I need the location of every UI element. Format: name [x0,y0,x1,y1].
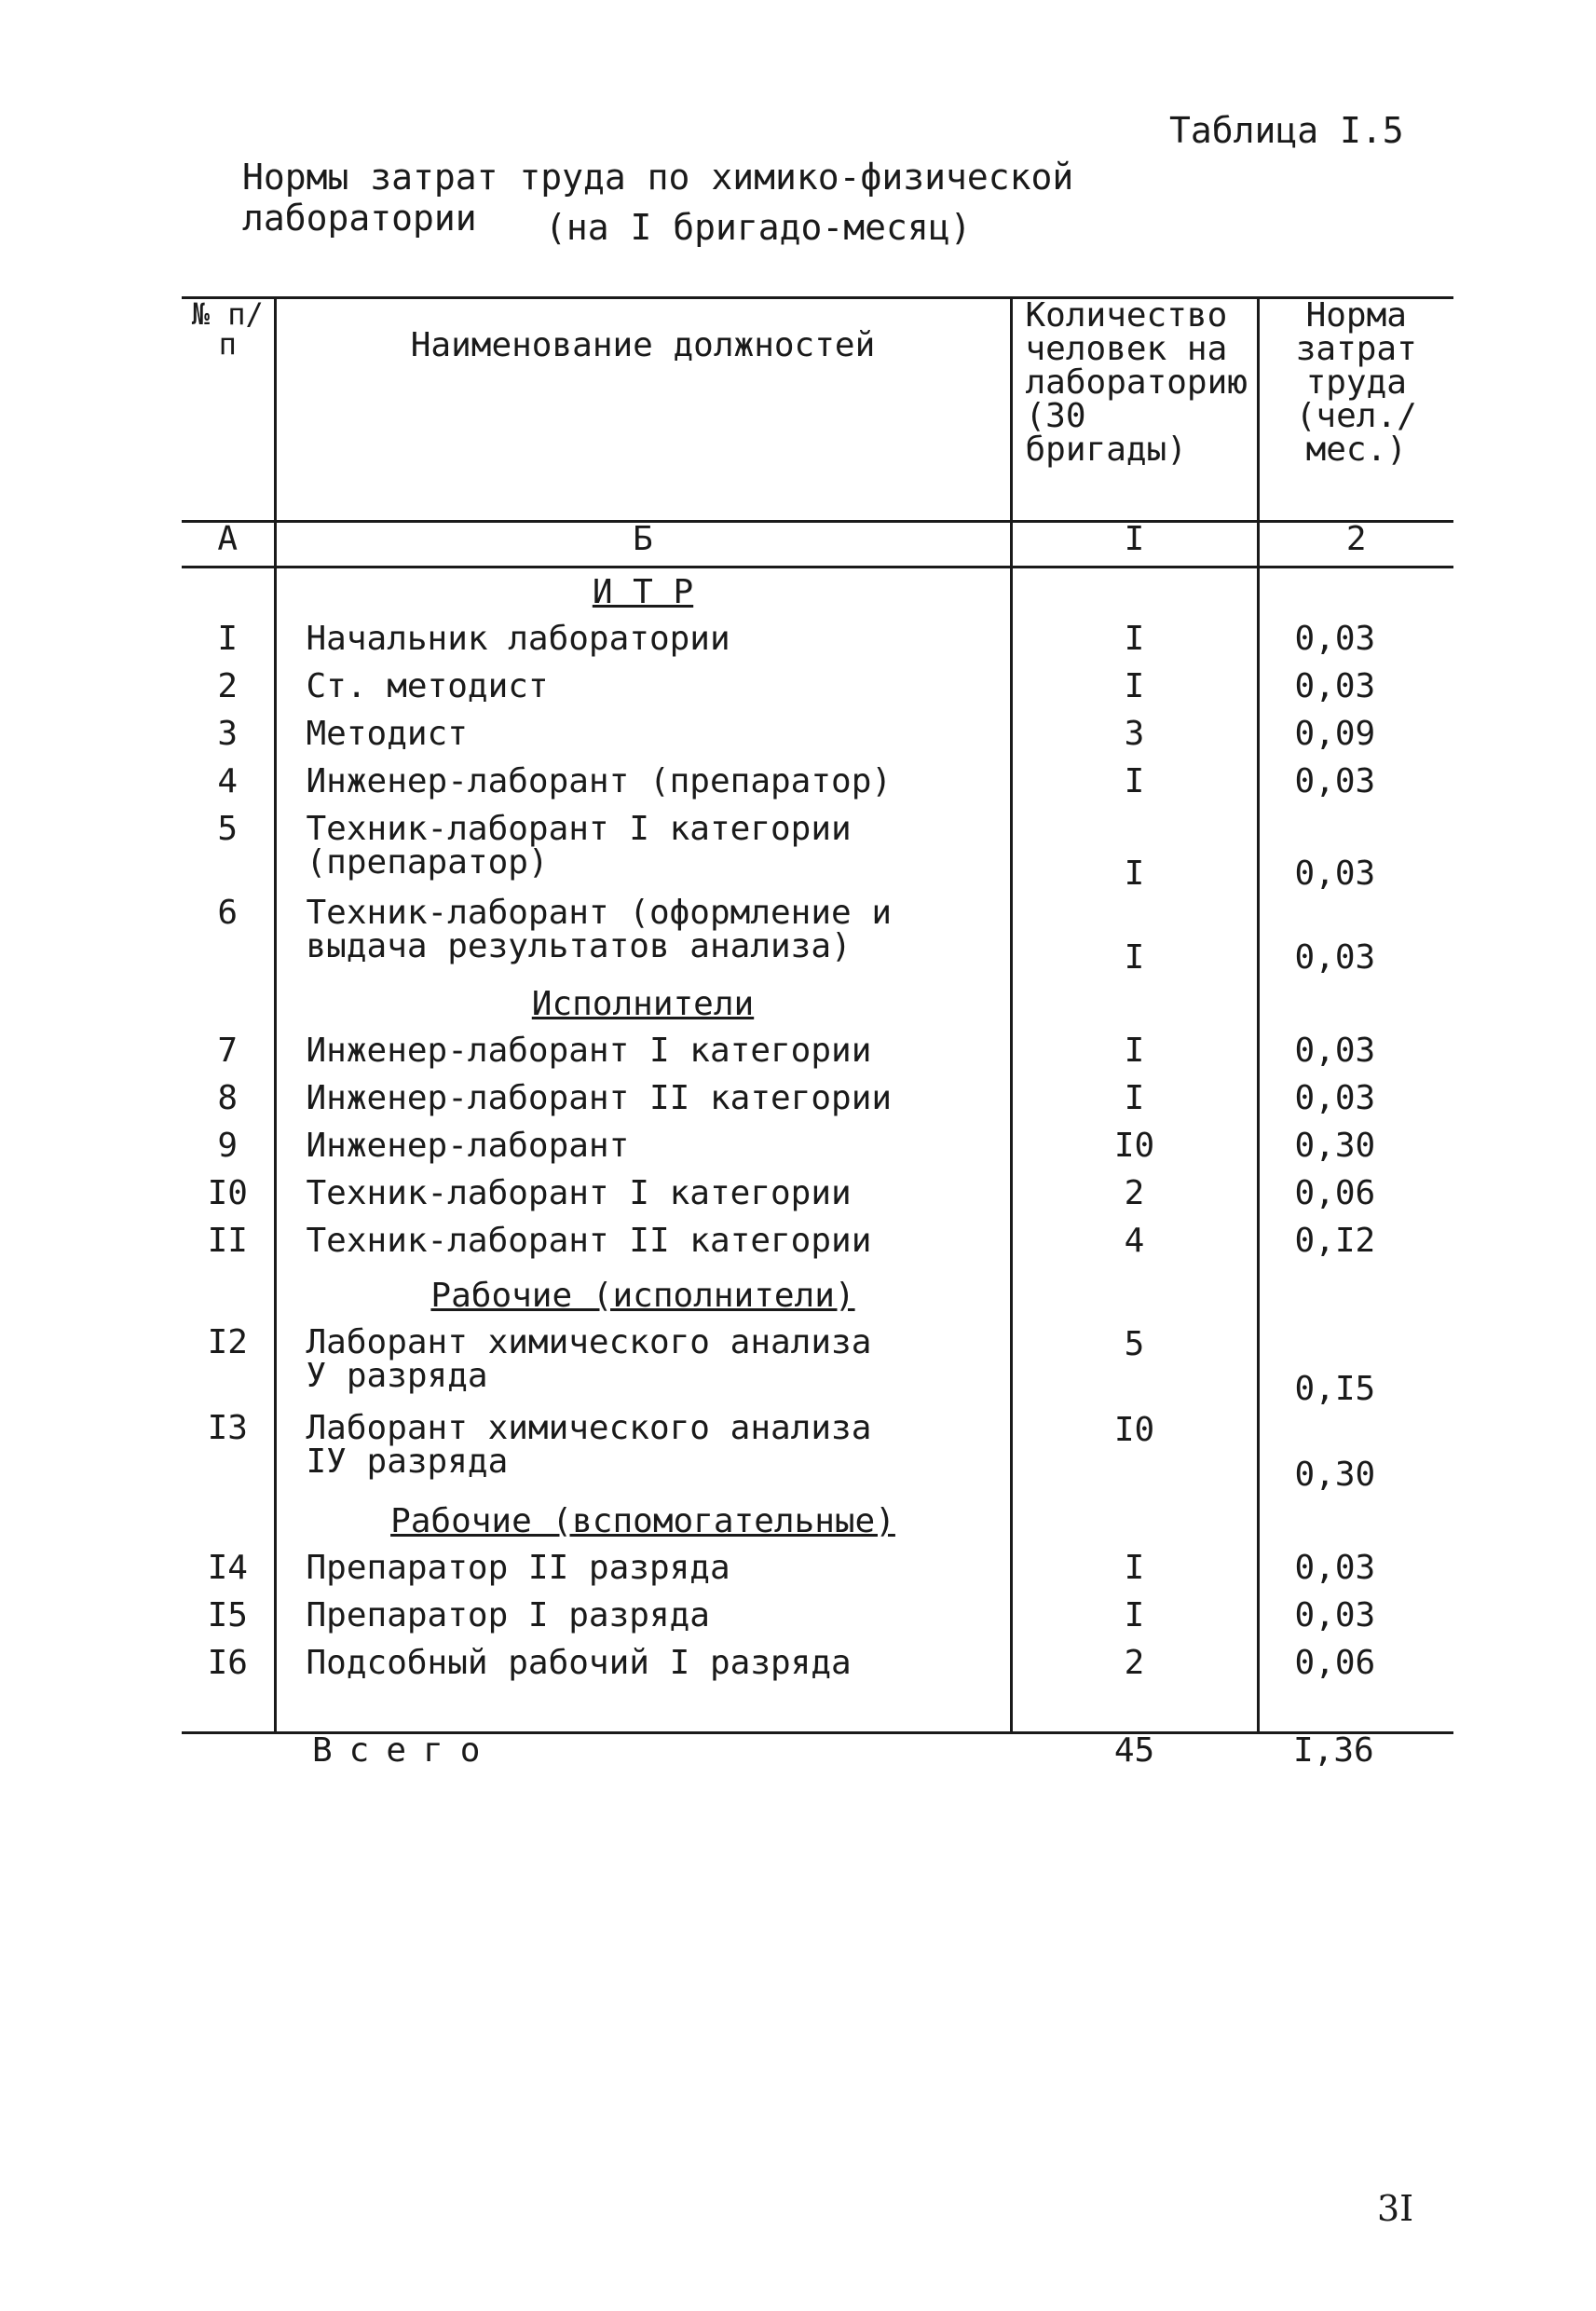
total-label: Всего [275,1733,1011,1804]
position-name: Препаратор II разряда [306,1549,730,1587]
row-number: II [207,1222,248,1260]
section-norm-cell [1258,1497,1453,1552]
column-code-1: I [1011,522,1258,567]
row-number: I2 [207,1323,248,1361]
section-qty-cell [1011,1497,1258,1552]
position-name: Инженер-лаборант [306,1127,630,1165]
total-labor-norm: I,36 [1258,1733,1453,1804]
position-name: Инженер-лаборант II категории [306,1079,893,1117]
row-number: I3 [207,1409,248,1447]
total-row [182,1733,1453,1804]
position-name-cell [275,1224,1011,1272]
staff-quantity: I [1011,1034,1258,1082]
position-name-cell [275,667,1011,718]
position-name-cell [275,715,1011,765]
position-name: Техник-лаборант I категории [306,810,852,848]
staff-quantity: 2 [1011,1177,1258,1224]
labor-norm: 0,30 [1258,1412,1453,1497]
position-name: Подсобный рабочий I разряда [306,1644,852,1682]
row-number: 2 [217,667,239,705]
section-title: И Т Р [275,567,1011,623]
position-name-continued: (препаратор) [306,843,549,882]
header-quantity: Количество человек на лабораторию (30 бригады) [1011,298,1258,522]
position-name-cell [275,1129,1011,1177]
position-name: Ст. методист [306,667,549,705]
labor-norm: 0,03 [1258,622,1453,670]
row-number: I4 [207,1549,248,1587]
table-row [182,896,1453,980]
spacer-row [182,1694,1453,1733]
table-row [182,718,1453,765]
document-subtitle: (на I бригадо-месяц) [545,207,972,248]
header-labor-norm: Норма затрат труда (чел./мес.) [1258,298,1453,522]
position-name-cell [275,1079,1011,1129]
position-name-cell [275,1323,1011,1412]
labor-norm: 0,03 [1258,896,1453,980]
position-name: Препаратор I разряда [306,1596,710,1634]
position-name-cell [275,1644,1011,1694]
labor-norm: 0,09 [1258,718,1453,765]
labor-norm: 0,I2 [1258,1224,1453,1272]
labor-norm: 0,03 [1258,1599,1453,1647]
row-number: I0 [207,1174,248,1212]
staff-quantity: 3 [1011,718,1258,765]
section-title: Рабочие (исполнители) [275,1272,1011,1326]
table-row [182,1412,1453,1497]
staff-quantity: I [1011,896,1258,980]
header-number: № п/п [182,298,275,522]
header-position-name: Наименование должностей [275,298,1011,522]
table-row [182,1177,1453,1224]
position-name-cell [275,622,1011,670]
position-name-continued: выдача результатов анализа) [306,927,852,965]
position-name-cell [275,1174,1011,1224]
staff-quantity: 4 [1011,1224,1258,1272]
position-name-cell [275,810,1011,896]
row-number: 8 [217,1079,239,1117]
document-title: Нормы затрат труда по химико-физической лаборатории [242,157,1074,239]
labor-norm: 0,03 [1258,813,1453,896]
row-number: 6 [217,894,239,932]
labor-norm: 0,03 [1258,1082,1453,1129]
section-qty-cell [1011,567,1258,623]
labor-norms-table [182,296,1453,1803]
labor-norm: 0,03 [1258,765,1453,813]
position-name: Техник-лаборант II категории [306,1222,872,1260]
staff-quantity: I [1011,1082,1258,1129]
staff-quantity: 2 [1011,1647,1258,1694]
table-row [182,670,1453,718]
section-header-row [182,980,1453,1034]
table-row [182,813,1453,896]
table-row [182,622,1453,670]
table-body [182,567,1453,1733]
section-norm-cell [1258,567,1453,623]
row-number: I6 [207,1644,248,1682]
row-number: 3 [217,715,239,753]
row-number: 4 [217,762,239,800]
position-name: Лаборант химического анализа [306,1323,872,1361]
table-row [182,1599,1453,1647]
spacer-cell [1011,1694,1258,1733]
row-number: 7 [217,1032,239,1070]
row-number: I [217,620,239,658]
position-name: Техник-лаборант I категории [306,1174,852,1212]
position-name: Методист [306,715,468,753]
position-name-cell [275,762,1011,813]
staff-quantity: I0 [1011,1129,1258,1177]
labor-norm: 0,03 [1258,670,1453,718]
section-title: Рабочие (вспомогательные) [275,1497,1011,1552]
staff-quantity: I [1011,1552,1258,1599]
position-name: Лаборант химического анализа [306,1409,872,1447]
table-row [182,1326,1453,1412]
column-code-a: А [182,522,275,567]
staff-quantity: I [1011,1599,1258,1647]
position-name-cell [275,1409,1011,1497]
spacer-cell [182,1694,275,1733]
position-name: Техник-лаборант (оформление и [306,894,893,932]
staff-quantity: I [1011,813,1258,896]
table-header-row [182,298,1453,522]
spacer-cell [275,1694,1011,1733]
position-name: Инженер-лаборант (препаратор) [306,762,893,800]
staff-quantity: 5 [1011,1326,1258,1412]
section-norm-cell [1258,980,1453,1034]
labor-norm: 0,I5 [1258,1326,1453,1412]
section-qty-cell [1011,980,1258,1034]
total-num-cell [182,1733,275,1804]
column-code-2: 2 [1258,522,1453,567]
section-qty-cell [1011,1272,1258,1326]
section-num-cell [182,980,275,1034]
staff-quantity: I0 [1011,1412,1258,1497]
table-row [182,1552,1453,1599]
total-quantity: 45 [1011,1733,1258,1804]
page-number: 3I [1377,2188,1414,2229]
labor-norm: 0,03 [1258,1552,1453,1599]
table-row [182,1034,1453,1082]
section-header-row [182,1497,1453,1552]
section-num-cell [182,567,275,623]
position-name-cell [275,1596,1011,1647]
section-num-cell [182,1272,275,1326]
labor-norm: 0,03 [1258,1034,1453,1082]
row-number: I5 [207,1596,248,1634]
table-label: Таблица I.5 [1169,110,1404,151]
staff-quantity: I [1011,670,1258,718]
labor-norm: 0,06 [1258,1177,1453,1224]
spacer-cell [1258,1694,1453,1733]
staff-quantity: I [1011,622,1258,670]
table-row [182,1647,1453,1694]
section-title: Исполнители [275,980,1011,1034]
position-name: Инженер-лаборант I категории [306,1032,872,1070]
section-norm-cell [1258,1272,1453,1326]
row-number: 5 [217,810,239,848]
section-num-cell [182,1497,275,1552]
labor-norm: 0,30 [1258,1129,1453,1177]
column-codes-row [182,522,1453,567]
labor-norm: 0,06 [1258,1647,1453,1694]
position-name: Начальник лаборатории [306,620,730,658]
column-code-b: Б [275,522,1011,567]
position-name-continued: IУ разряда [306,1443,509,1481]
section-header-row [182,1272,1453,1326]
position-name-continued: У разряда [306,1357,488,1395]
table-row [182,1129,1453,1177]
position-name-cell [275,1549,1011,1599]
position-name-cell [275,1034,1011,1082]
row-number: 9 [217,1127,239,1165]
table-row [182,1224,1453,1272]
section-header-row [182,567,1453,623]
table-row [182,1082,1453,1129]
table-row [182,765,1453,813]
position-name-cell [275,896,1011,980]
staff-quantity: I [1011,765,1258,813]
